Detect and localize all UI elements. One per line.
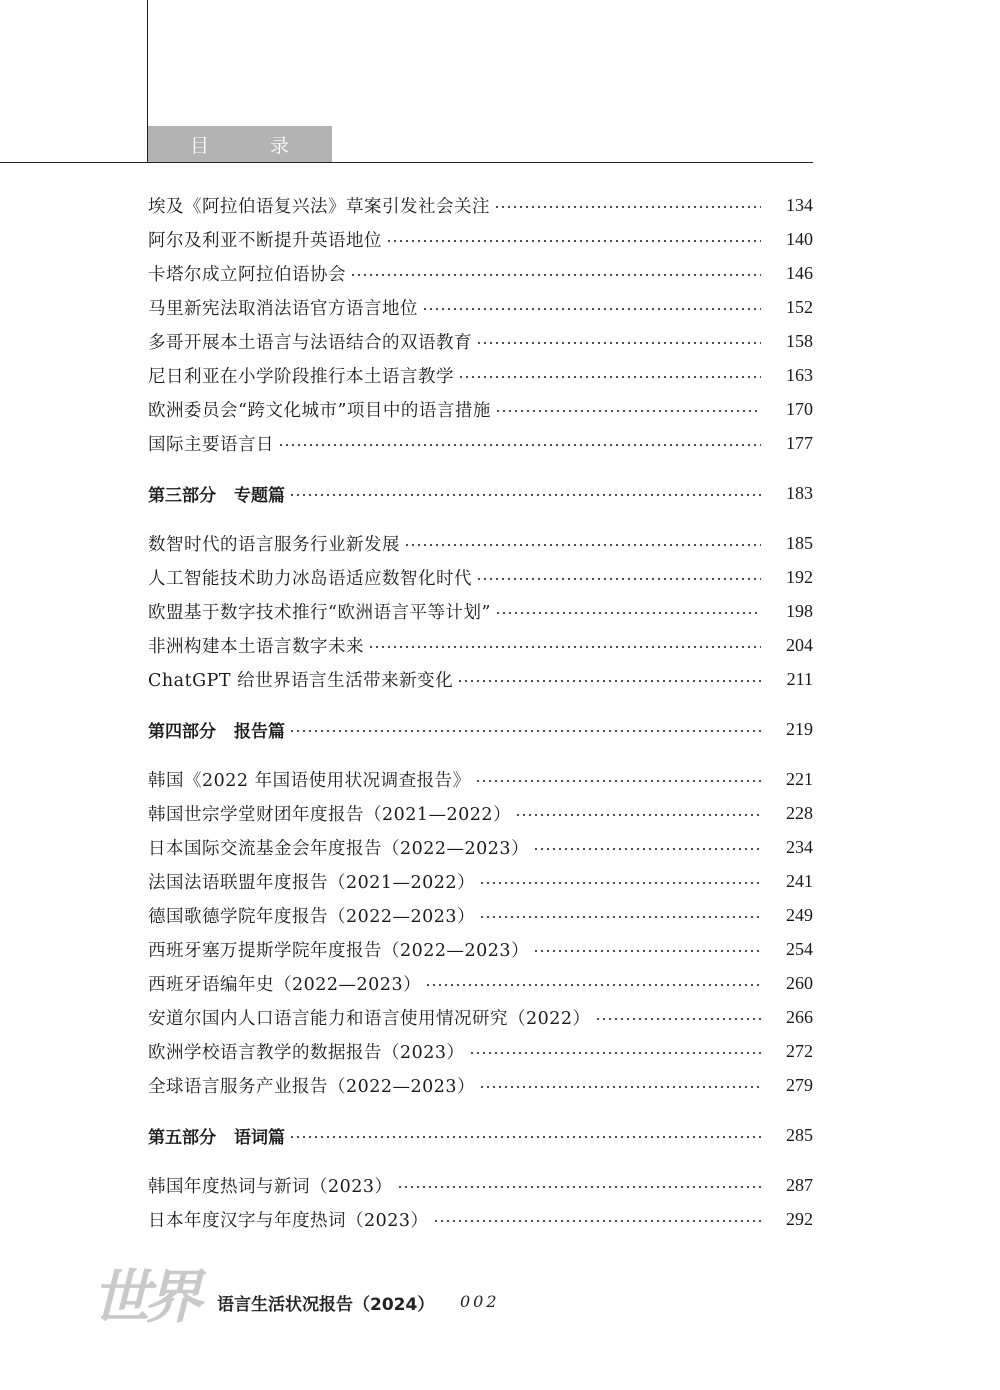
toc-entry-page: 266 (786, 1006, 813, 1027)
toc-section-part5[interactable] (148, 1118, 813, 1152)
toc-section-page: 183 (786, 482, 813, 503)
toc-entry[interactable] (148, 830, 813, 864)
toc-entry[interactable] (148, 188, 813, 222)
toc-entry[interactable] (148, 1034, 813, 1068)
toc-entry-page: 279 (786, 1074, 813, 1095)
leader-dots (479, 882, 761, 884)
toc-entry-label: ChatGPT 给世界语言生活带来新变化 (148, 670, 454, 691)
toc-entry-label: 尼日利亚在小学阶段推行本土语言教学 (148, 366, 454, 387)
toc-entry-page: 234 (786, 836, 813, 857)
toc-entry-page: 211 (786, 668, 813, 689)
leader-dots (476, 342, 761, 344)
toc-entry-page: 146 (786, 262, 813, 283)
book-title: 语言生活状况报告（2024） (217, 1295, 435, 1315)
toc-entry-label: 卡塔尔成立阿拉伯语协会 (148, 264, 346, 285)
toc-entry-label: 数智时代的语言服务行业新发展 (148, 534, 400, 555)
leader-dots (469, 1052, 761, 1054)
table-of-contents (148, 188, 813, 1236)
section-name: 语词篇 (234, 1127, 285, 1148)
toc-entry-label: 韩国世宗学堂财团年度报告（2021—2022） (148, 804, 512, 825)
leader-dots (458, 376, 761, 378)
series-logo-text: 世界 (92, 1263, 197, 1331)
section-name: 专题篇 (234, 485, 285, 506)
toc-entry-page: 198 (786, 600, 813, 621)
toc-entry-page: 249 (786, 904, 813, 925)
toc-section-page: 219 (786, 718, 813, 739)
toc-entry[interactable] (148, 1202, 813, 1236)
leader-dots (479, 916, 761, 918)
toc-title-left: 目 (190, 134, 210, 157)
toc-entry[interactable] (148, 1168, 813, 1202)
toc-entry[interactable] (148, 966, 813, 1000)
toc-entry[interactable] (148, 796, 813, 830)
leader-dots (289, 730, 761, 732)
toc-entry-label: 多哥开展本土语言与法语结合的双语教育 (148, 332, 472, 353)
toc-entry-label: 非洲构建本土语言数字未来 (148, 636, 364, 657)
toc-entry[interactable] (148, 864, 813, 898)
toc-entry-page: 158 (786, 330, 813, 351)
toc-title-banner (148, 126, 332, 162)
leader-dots (278, 444, 761, 446)
leader-dots (495, 410, 761, 412)
toc-entry-page: 185 (786, 532, 813, 553)
toc-entry-page: 163 (786, 364, 813, 385)
section-part: 第四部分 (148, 721, 216, 742)
toc-entry[interactable] (148, 256, 813, 290)
toc-entry[interactable] (148, 594, 813, 628)
toc-entry-page: 292 (786, 1208, 813, 1229)
toc-section-label (148, 717, 289, 742)
toc-entry-page: 204 (786, 634, 813, 655)
toc-entry-page: 134 (786, 194, 813, 215)
toc-section-part3[interactable] (148, 476, 813, 510)
toc-entry-page: 192 (786, 566, 813, 587)
toc-entry-label: 西班牙塞万提斯学院年度报告（2022—2023） (148, 940, 530, 961)
toc-entry[interactable] (148, 662, 813, 696)
toc-entry-label: 韩国年度热词与新词（2023） (148, 1176, 393, 1197)
toc-entry-label: 日本年度汉字与年度热词（2023） (148, 1210, 429, 1231)
section-name: 报告篇 (234, 721, 285, 742)
leader-dots (425, 984, 761, 986)
leader-dots (397, 1186, 761, 1188)
toc-title-right: 录 (270, 134, 290, 157)
leader-dots (404, 544, 761, 546)
leader-dots (533, 950, 761, 952)
toc-entry-label: 欧洲学校语言教学的数据报告（2023） (148, 1042, 465, 1063)
toc-entry[interactable] (148, 762, 813, 796)
toc-entry[interactable] (148, 392, 813, 426)
toc-entry[interactable] (148, 222, 813, 256)
toc-entry-page: 221 (786, 768, 813, 789)
leader-dots (433, 1220, 761, 1222)
toc-entry[interactable] (148, 560, 813, 594)
toc-entry-page: 170 (786, 398, 813, 419)
leader-dots (479, 1086, 761, 1088)
header-horizontal-rule (0, 162, 813, 163)
toc-entry[interactable] (148, 290, 813, 324)
toc-entry-label: 埃及《阿拉伯语复兴法》草案引发社会关注 (148, 196, 490, 217)
toc-entry-page: 254 (786, 938, 813, 959)
leader-dots (475, 780, 761, 782)
leader-dots (289, 1136, 761, 1138)
toc-entry-label: 欧盟基于数字技术推行“欧洲语言平等计划” (148, 602, 491, 623)
toc-entry-label: 法国法语联盟年度报告（2021—2022） (148, 872, 476, 893)
page-footer (0, 1248, 1000, 1331)
toc-entry-label: 全球语言服务产业报告（2022—2023） (148, 1076, 476, 1097)
toc-entry-label: 韩国《2022 年国语使用状况调查报告》 (148, 770, 471, 791)
toc-section-part4[interactable] (148, 712, 813, 746)
leader-dots (289, 494, 761, 496)
toc-entry-label: 国际主要语言日 (148, 434, 274, 455)
toc-entry-label: 西班牙语编年史（2022—2023） (148, 974, 422, 995)
page-number: 002 (460, 1292, 500, 1311)
toc-entry-label: 安道尔国内人口语言能力和语言使用情况研究（2022） (148, 1008, 591, 1029)
leader-dots (457, 680, 761, 682)
toc-entry-label: 欧洲委员会“跨文化城市”项目中的语言措施 (148, 400, 491, 421)
toc-entry-label: 马里新宪法取消法语官方语言地位 (148, 298, 418, 319)
leader-dots (494, 206, 761, 208)
toc-entry[interactable] (148, 1000, 813, 1034)
leader-dots (350, 274, 761, 276)
leader-dots (476, 578, 761, 580)
toc-entry[interactable] (148, 526, 813, 560)
leader-dots (595, 1018, 761, 1020)
toc-entry[interactable] (148, 324, 813, 358)
toc-entry[interactable] (148, 628, 813, 662)
leader-dots (533, 848, 761, 850)
toc-section-page: 285 (786, 1124, 813, 1145)
toc-entry-page: 287 (786, 1174, 813, 1195)
toc-entry-page: 152 (786, 296, 813, 317)
toc-entry-page: 177 (786, 432, 813, 453)
leader-dots (495, 612, 761, 614)
leader-dots (386, 240, 761, 242)
toc-entry-label: 日本国际交流基金会年度报告（2022—2023） (148, 838, 530, 859)
toc-entry[interactable] (148, 1068, 813, 1102)
section-part: 第五部分 (148, 1127, 216, 1148)
toc-entry[interactable] (148, 358, 813, 392)
leader-dots (422, 308, 761, 310)
toc-section-label (148, 1123, 289, 1148)
toc-entry[interactable] (148, 932, 813, 966)
toc-entry-page: 228 (786, 802, 813, 823)
toc-entry-page: 140 (786, 228, 813, 249)
toc-entry-label: 人工智能技术助力冰岛语适应数智化时代 (148, 568, 472, 589)
toc-entry[interactable] (148, 426, 813, 460)
leader-dots (368, 646, 761, 648)
toc-entry-page: 241 (786, 870, 813, 891)
toc-entry-label: 阿尔及利亚不断提升英语地位 (148, 230, 382, 251)
toc-entry-label: 德国歌德学院年度报告（2022—2023） (148, 906, 476, 927)
toc-entry-page: 272 (786, 1040, 813, 1061)
leader-dots (515, 814, 761, 816)
toc-entry[interactable] (148, 898, 813, 932)
toc-entry-page: 260 (786, 972, 813, 993)
toc-section-label (148, 481, 289, 506)
section-part: 第三部分 (148, 485, 216, 506)
